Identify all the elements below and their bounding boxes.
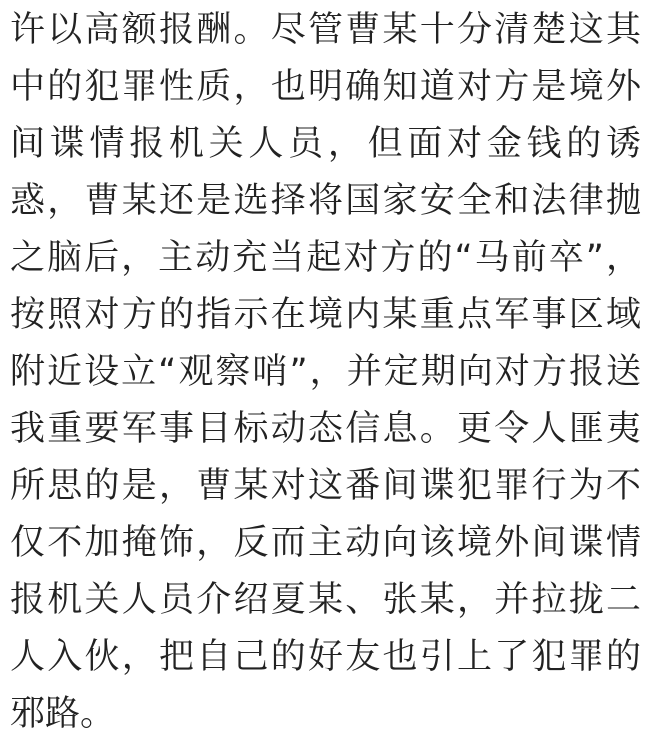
text-line: 邪路。	[10, 694, 116, 734]
text-line: 所思的是，曹某对这番间谍犯罪行为不	[10, 466, 641, 506]
text-line: 人入伙，把自己的好友也引上了犯罪的	[10, 637, 641, 677]
text-line: 许以高额报酬。尽管曹某十分清楚这其	[10, 10, 641, 50]
text-line: 按照对方的指示在境内某重点军事区域	[10, 295, 641, 335]
text-line: 中的犯罪性质，也明确知道对方是境外	[10, 67, 641, 107]
text-line: 间谍情报机关人员，但面对金钱的诱	[10, 124, 641, 164]
text-line: 仅不加掩饰，反而主动向该境外间谍情	[10, 523, 641, 563]
text-line: 我重要军事目标动态信息。更令人匪夷	[10, 409, 641, 449]
text-line: 附近设立“观察哨”，并定期向对方报送	[10, 352, 641, 392]
text-line: 之脑后，主动充当起对方的“马前卒”，	[10, 238, 641, 278]
text-line: 报机关人员介绍夏某、张某，并拉拢二	[10, 580, 641, 620]
text-line: 惑，曹某还是选择将国家安全和法律抛	[10, 181, 641, 221]
